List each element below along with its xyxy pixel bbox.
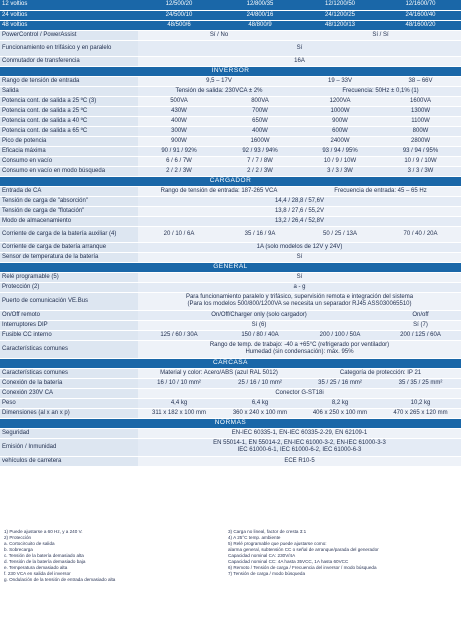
caracteristicas-line-2: Humedad (sin condensación): máx. 95% — [245, 349, 354, 355]
model-cell: 12/800/35 — [220, 0, 300, 10]
row-value: 1600W — [220, 136, 300, 146]
row-value: 1600VA — [380, 96, 461, 106]
flotacion-row — [0, 206, 461, 216]
row-label: Salida — [0, 86, 138, 96]
row-value: 3 / 3 / 3W — [300, 166, 380, 176]
row-value: 400W — [138, 116, 220, 126]
model-cell: 12/500/20 — [138, 0, 220, 10]
row-value: 650W — [220, 116, 300, 126]
row-label: Emisión / Inmunidad — [0, 438, 138, 456]
footnote: c. Tensión de la batería demasiado alta — [4, 552, 84, 558]
row-value: Sí — [138, 252, 461, 262]
row-value: 150 / 80 / 40A — [220, 330, 300, 340]
row-value: 4,4 kg — [138, 398, 220, 408]
model-cell: 48/500/6 — [138, 20, 220, 30]
row-value: 8,2 kg — [300, 398, 380, 408]
row-label: PowerControl / PowerAssist — [0, 30, 138, 40]
trifasico-row — [0, 40, 461, 56]
voltage-label-24: 24 voltios — [0, 10, 138, 20]
section-normas — [0, 418, 461, 428]
footnote: alarma general, subtensión CC o señal de arranque/parada del generador — [228, 546, 379, 552]
footnote: Capacidad nominal CA: 230V/4A — [228, 552, 296, 558]
row-label: Tensión de carga de "absorción" — [0, 196, 138, 206]
row-label: Conexión 230V CA — [0, 388, 138, 398]
row-value: 16A — [138, 56, 461, 66]
row-value: 9,5 – 17V — [138, 76, 300, 86]
header-row-24v — [0, 10, 461, 20]
row-value: Frecuencia de entrada: 45 – 65 Hz — [300, 186, 461, 196]
row-value: 10,2 kg — [380, 398, 461, 408]
model-cell: 12/1600/70 — [380, 0, 461, 10]
table-row — [0, 116, 461, 126]
row-value: 92 / 93 / 94% — [220, 146, 300, 156]
row-value: 10 / 9 / 10W — [300, 156, 380, 166]
header-row-48v — [0, 20, 461, 30]
row-value: 35 / 25 / 16 mm² — [300, 378, 380, 388]
row-label: Relé programable (5) — [0, 272, 138, 282]
section-title: CARGADOR — [0, 176, 461, 186]
footnote: a. Cortocircuito de salida — [4, 540, 55, 546]
row-value: 2400W — [300, 136, 380, 146]
caracteristicas-row — [0, 340, 461, 358]
emision-line-1: EN 55014-1, EN 55014-2, EN-IEC 61000-3-2, EN-IEC 61000-3-3 — [213, 440, 386, 447]
row-value: 93 / 94 / 95% — [300, 146, 380, 156]
footnote: 4) A 25°C temp. ambiente — [228, 534, 281, 540]
arranque-row — [0, 242, 461, 252]
section-inversor — [0, 66, 461, 76]
onoff-row — [0, 310, 461, 320]
footnote: e. Temperatura demasiado alta — [4, 564, 68, 570]
rele-row — [0, 272, 461, 282]
row-value: 10 / 9 / 10W — [380, 156, 461, 166]
puerto-line-2: (Para los modelos 500/800/1200VA se necesita un separador RJ45 ASS030065510) — [187, 301, 412, 307]
row-label: Interruptores DIP — [0, 320, 138, 330]
footnote: 3) Carga no lineal, factor de cresta 3:1 — [228, 529, 307, 534]
row-value: 1100W — [380, 116, 461, 126]
table-row — [0, 106, 461, 116]
row-label: Protección (2) — [0, 282, 138, 292]
row-value: 400W — [220, 126, 300, 136]
row-value — [138, 292, 461, 310]
footnotes-right — [228, 529, 458, 577]
row-value: 200 / 100 / 50A — [300, 330, 380, 340]
footnote: 1) Puede ajustarse a 60 Hz, y a 240 V. — [4, 529, 83, 534]
row-value: EN-IEC 60335-1, EN-IEC 60335-2-29, EN 62109-1 — [138, 428, 461, 438]
puerto-line-1: Para funcionamiento paralelo y trifásico, supervisión remota e integración del sistema — [185, 294, 414, 301]
row-label: Corriente de carga de la batería auxiliar (4) — [0, 226, 138, 242]
row-label: Pico de potencia — [0, 136, 138, 146]
model-cell: 24/500/10 — [138, 10, 220, 20]
section-title: GENERAL — [0, 262, 461, 272]
row-value: 470 x 265 x 120 mm — [380, 408, 461, 418]
row-label: Seguridad — [0, 428, 138, 438]
row-label: Conmutador de transferencia — [0, 56, 138, 66]
row-label: Potencia cont. de salida a 65 ºC — [0, 126, 138, 136]
footnote: 2) Protección — [4, 534, 32, 540]
model-cell: 48/1600/20 — [380, 20, 461, 30]
model-cell: 24/800/16 — [220, 10, 300, 20]
row-value: 2 / 2 / 3W — [138, 166, 220, 176]
row-value: 70 / 40 / 20A — [380, 226, 461, 242]
absorcion-row — [0, 196, 461, 206]
dimensiones-row — [0, 408, 461, 418]
row-label: Tensión de carga de "flotación" — [0, 206, 138, 216]
row-value: 6,4 kg — [220, 398, 300, 408]
carcasa-comunes-row — [0, 368, 461, 378]
row-value: Categoría de protección: IP 21 — [300, 368, 461, 378]
row-value: 90 / 91 / 92% — [138, 146, 220, 156]
row-value: Sí / Sí — [300, 30, 461, 40]
powercontrol-row — [0, 30, 461, 40]
model-cell: 24/1200/25 — [300, 10, 380, 20]
voltage-label-48: 48 voltios — [0, 20, 138, 30]
fusible-row — [0, 330, 461, 340]
row-label: Consumo en vacío — [0, 156, 138, 166]
row-label: Fusible CC interno — [0, 330, 138, 340]
bateria-row — [0, 378, 461, 388]
section-cargador — [0, 176, 461, 186]
conexion230-row — [0, 388, 461, 398]
row-value: 1000W — [300, 106, 380, 116]
row-value: Sí (7) — [380, 320, 461, 330]
row-label: Peso — [0, 398, 138, 408]
conmutador-row — [0, 56, 461, 66]
row-value: 800W — [380, 126, 461, 136]
row-value: 900W — [300, 116, 380, 126]
section-title: INVERSOR — [0, 66, 461, 76]
section-general — [0, 262, 461, 272]
salida-row — [0, 86, 461, 96]
row-value: 13,8 / 27,6 / 55,2V — [138, 206, 461, 216]
row-value: 300W — [138, 126, 220, 136]
row-value: 25 / 16 / 10 mm² — [220, 378, 300, 388]
row-value: Sí (6) — [138, 320, 380, 330]
row-label: Corriente de carga de batería arranque — [0, 242, 138, 252]
footnote: 7) Tensión de carga / modo búsqueda — [228, 570, 306, 576]
emision-row — [0, 438, 461, 456]
carretera-row — [0, 456, 461, 466]
row-label: Características comunes — [0, 368, 138, 378]
row-label: vehículos de carretera — [0, 456, 138, 466]
row-value: 13,2 / 26,4 / 52,8V — [138, 216, 461, 226]
table-row — [0, 126, 461, 136]
row-label: Modo de almacenamiento — [0, 216, 138, 226]
row-value: Rango de tensión de entrada: 187-265 VCA — [138, 186, 300, 196]
table-row — [0, 146, 461, 156]
row-value: Sí — [138, 40, 461, 56]
footnote: b. Sobrecarga — [4, 546, 33, 552]
row-value: 7 / 7 / 8W — [220, 156, 300, 166]
row-value: 1300W — [380, 106, 461, 116]
row-value: 35 / 35 / 25 mm² — [380, 378, 461, 388]
row-value: 430W — [138, 106, 220, 116]
auxiliar-row — [0, 226, 461, 242]
row-value: 6 / 6 / 7W — [138, 156, 220, 166]
row-value: 1200VA — [300, 96, 380, 106]
row-value: Sí / No — [138, 30, 300, 40]
voltage-label-12: 12 voltios — [0, 0, 138, 10]
row-value: 360 x 240 x 100 mm — [220, 408, 300, 418]
row-value — [138, 340, 461, 358]
row-value: 50 / 25 / 13A — [300, 226, 380, 242]
model-cell: 48/800/9 — [220, 20, 300, 30]
puerto-row — [0, 292, 461, 310]
row-label: Eficacia máxima — [0, 146, 138, 156]
row-value: Sí — [138, 272, 461, 282]
footnotes — [0, 521, 461, 625]
row-value: 900W — [138, 136, 220, 146]
row-label: Potencia cont. de salida a 25 ºC (3) — [0, 96, 138, 106]
row-label: Potencia cont. de salida a 25 ºC — [0, 106, 138, 116]
row-value: 800VA — [220, 96, 300, 106]
row-label: Rango de tensión de entrada — [0, 76, 138, 86]
row-label: Puerto de comunicación VE.Bus — [0, 292, 138, 310]
model-cell: 12/1200/50 — [300, 0, 380, 10]
rango-row — [0, 76, 461, 86]
row-value: 35 / 16 / 9A — [220, 226, 300, 242]
emision-line-2: IEC 61000-6-1, IEC 61000-6-2, IEC 61000-6-3 — [237, 447, 362, 453]
row-value: ECE R10-5 — [138, 456, 461, 466]
row-label: On/Off remoto — [0, 310, 138, 320]
row-value: 406 x 250 x 100 mm — [300, 408, 380, 418]
row-value: Tensión de salida: 230VCA ± 2% — [138, 86, 300, 96]
footnote: f. 230 VCA en salida del inversor — [4, 570, 71, 576]
row-value: a - g — [138, 282, 461, 292]
row-label: Potencia cont. de salida a 40 ºC — [0, 116, 138, 126]
caracteristicas-line-1: Rango de temp. de trabajo: -40 a +65°C (refrigerado por ventilador) — [209, 342, 390, 349]
row-value: 700W — [220, 106, 300, 116]
seguridad-row — [0, 428, 461, 438]
row-value: Conector G-ST18i — [138, 388, 461, 398]
table-row — [0, 96, 461, 106]
row-value: 125 / 60 / 30A — [138, 330, 220, 340]
header-row-12v — [0, 0, 461, 10]
footnote: g. Ondulación de la tensión de entrada demasiado alta — [4, 576, 116, 582]
row-value: 2800W — [380, 136, 461, 146]
model-cell: 48/1200/13 — [300, 20, 380, 30]
row-value: 200 / 125 / 60A — [380, 330, 461, 340]
proteccion-row — [0, 282, 461, 292]
table-row — [0, 136, 461, 146]
table-row — [0, 166, 461, 176]
section-title: CARCASA — [0, 358, 461, 368]
footnotes-left — [4, 529, 204, 583]
row-value: On/Off/Charger only (solo cargador) — [138, 310, 380, 320]
footnote: 5) Relé programable que puede ajustarse como: — [228, 540, 327, 546]
row-label: Conexión de la batería — [0, 378, 138, 388]
row-value: 3 / 3 / 3W — [380, 166, 461, 176]
row-label: Sensor de temperatura de la batería — [0, 252, 138, 262]
row-value: Material y color: Acero/ABS (azul RAL 5012) — [138, 368, 300, 378]
row-value: On/off — [380, 310, 461, 320]
section-carcasa — [0, 358, 461, 368]
row-value: 500VA — [138, 96, 220, 106]
row-value: 19 – 33V — [300, 76, 380, 86]
dip-row — [0, 320, 461, 330]
row-value: 20 / 10 / 6A — [138, 226, 220, 242]
row-label: Características comunes — [0, 340, 138, 358]
row-label: Dimensiones (al x an x p) — [0, 408, 138, 418]
peso-row — [0, 398, 461, 408]
footnote: 6) Remoto / Tensión de carga / Frecuencia del inversor / modo búsqueda — [228, 564, 377, 570]
row-value: 600W — [300, 126, 380, 136]
almacenamiento-row — [0, 216, 461, 226]
row-value: 38 – 66V — [380, 76, 461, 86]
entrada-row — [0, 186, 461, 196]
row-label: Funcionamiento en trifásico y en paralelo — [0, 40, 138, 56]
row-value: 93 / 94 / 95% — [380, 146, 461, 156]
footnote: d. Tensión de la batería demasiado baja — [4, 558, 86, 564]
footnote: Capacidad nominal CC: 4A hasta 35VCC, 1A hasta 60VCC — [228, 558, 349, 564]
row-value: 2 / 2 / 3W — [220, 166, 300, 176]
row-label: Consumo en vacío en modo búsqueda — [0, 166, 138, 176]
sensor-row — [0, 252, 461, 262]
row-value: 311 x 182 x 100 mm — [138, 408, 220, 418]
row-value: 14,4 / 28,8 / 57,6V — [138, 196, 461, 206]
table-row — [0, 156, 461, 166]
row-value — [138, 438, 461, 456]
row-value: 1A (solo modelos de 12V y 24V) — [138, 242, 461, 252]
row-value: Frecuencia: 50Hz ± 0,1% (1) — [300, 86, 461, 96]
row-label: Entrada de CA — [0, 186, 138, 196]
row-value: 16 / 10 / 10 mm² — [138, 378, 220, 388]
model-cell: 24/1600/40 — [380, 10, 461, 20]
section-title: NORMAS — [0, 418, 461, 428]
